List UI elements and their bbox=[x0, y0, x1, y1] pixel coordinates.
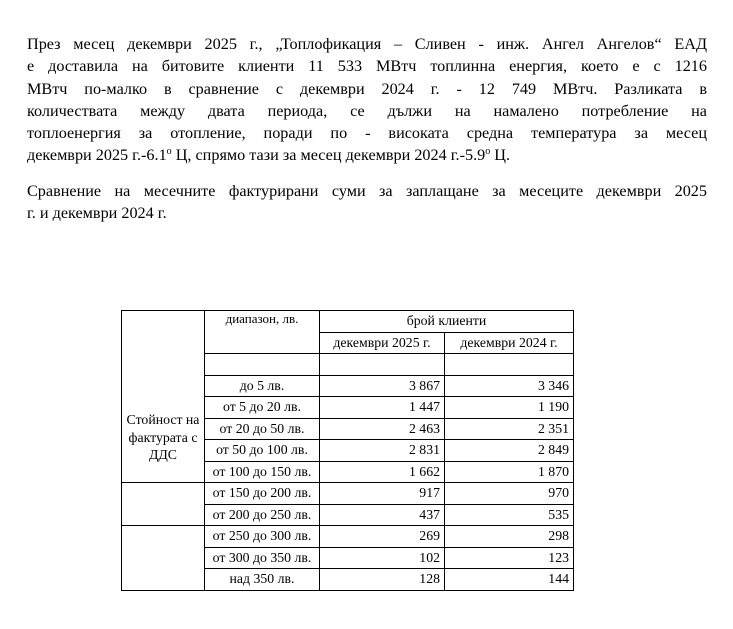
range-cell: над 350 лв. bbox=[205, 569, 320, 591]
range-cell: до 5 лв. bbox=[205, 375, 320, 397]
range-cell: от 20 до 50 лв. bbox=[205, 418, 320, 440]
paragraph-line: топлоенергия за отопление, поради по - високата средна температура за месец bbox=[27, 124, 707, 143]
text-fragment: Ц, спрямо тази за месец декември 2024 г.-5.9 bbox=[171, 146, 486, 165]
value-2024-cell: 1 870 bbox=[445, 461, 574, 483]
value-2024-cell: 123 bbox=[445, 547, 574, 569]
degree-sign: о bbox=[166, 146, 172, 158]
paragraph-line bbox=[27, 144, 707, 166]
row-group-label bbox=[122, 311, 205, 483]
clients-column-header: брой клиенти bbox=[320, 311, 574, 333]
range-cell: от 50 до 100 лв. bbox=[205, 440, 320, 462]
paragraph-line: МВтч по-малко в сравнение с декември 2024 г. - 12 749 МВтч. Разликата в bbox=[27, 79, 707, 98]
column-header-2025: декември 2025 г. bbox=[320, 332, 445, 354]
value-2024-cell: 2 351 bbox=[445, 418, 574, 440]
table-row bbox=[122, 526, 574, 548]
range-cell: от 250 до 300 лв. bbox=[205, 526, 320, 548]
value-2024-cell: 535 bbox=[445, 504, 574, 526]
text-fragment: декември 2025 г.-6.1 bbox=[27, 146, 167, 165]
invoice-range-table bbox=[121, 310, 574, 591]
paragraph-line: Сравнение на месечните фактурирани суми за заплащане за месеците декември 2025 bbox=[27, 182, 707, 200]
range-cell: от 100 до 150 лв. bbox=[205, 461, 320, 483]
value-2025-cell: 1 662 bbox=[320, 461, 445, 483]
empty-cell bbox=[205, 354, 320, 376]
table-header-row bbox=[122, 311, 574, 333]
value-2024-cell: 970 bbox=[445, 483, 574, 505]
value-2024-cell: 1 190 bbox=[445, 397, 574, 419]
range-column-header: диапазон, лв. bbox=[205, 311, 320, 354]
table-row bbox=[122, 483, 574, 505]
paragraph-delivered-energy bbox=[27, 33, 707, 167]
value-2025-cell: 1 447 bbox=[320, 397, 445, 419]
empty-group-cell bbox=[122, 526, 205, 591]
range-cell: от 300 до 350 лв. bbox=[205, 547, 320, 569]
range-cell: от 200 до 250 лв. bbox=[205, 504, 320, 526]
value-2025-cell: 917 bbox=[320, 483, 445, 505]
value-2024-cell: 144 bbox=[445, 569, 574, 591]
paragraph-line: г. и декември 2024 г. bbox=[27, 204, 167, 223]
value-2024-cell: 2 849 bbox=[445, 440, 574, 462]
empty-cell bbox=[320, 354, 445, 376]
degree-sign: о bbox=[485, 146, 491, 158]
paragraph-line: През месец декември 2025 г., „Топлофикация – Сливен - инж. Ангел Ангелов“ ЕАД bbox=[27, 35, 707, 53]
value-2025-cell: 2 831 bbox=[320, 440, 445, 462]
value-2025-cell: 2 463 bbox=[320, 418, 445, 440]
paragraph-line: количествата между двата периода, се дължи на намалено потребление на bbox=[27, 101, 707, 120]
value-2025-cell: 128 bbox=[320, 569, 445, 591]
value-2024-cell: 3 346 bbox=[445, 375, 574, 397]
empty-cell bbox=[445, 354, 574, 376]
invoice-value-label: Стойност на фактурата с ДДС bbox=[126, 412, 200, 463]
empty-group-cell bbox=[122, 483, 205, 526]
value-2025-cell: 102 bbox=[320, 547, 445, 569]
range-cell: от 5 до 20 лв. bbox=[205, 397, 320, 419]
range-cell: от 150 до 200 лв. bbox=[205, 483, 320, 505]
paragraph-line: е доставила на битовите клиенти 11 533 МВтч топлинна енергия, което е с 1216 bbox=[27, 57, 707, 76]
paragraph-comparison-intro bbox=[27, 180, 707, 225]
value-2025-cell: 437 bbox=[320, 504, 445, 526]
value-2024-cell: 298 bbox=[445, 526, 574, 548]
value-2025-cell: 3 867 bbox=[320, 375, 445, 397]
column-header-2024: декември 2024 г. bbox=[445, 332, 574, 354]
text-fragment: Ц. bbox=[490, 146, 511, 165]
value-2025-cell: 269 bbox=[320, 526, 445, 548]
